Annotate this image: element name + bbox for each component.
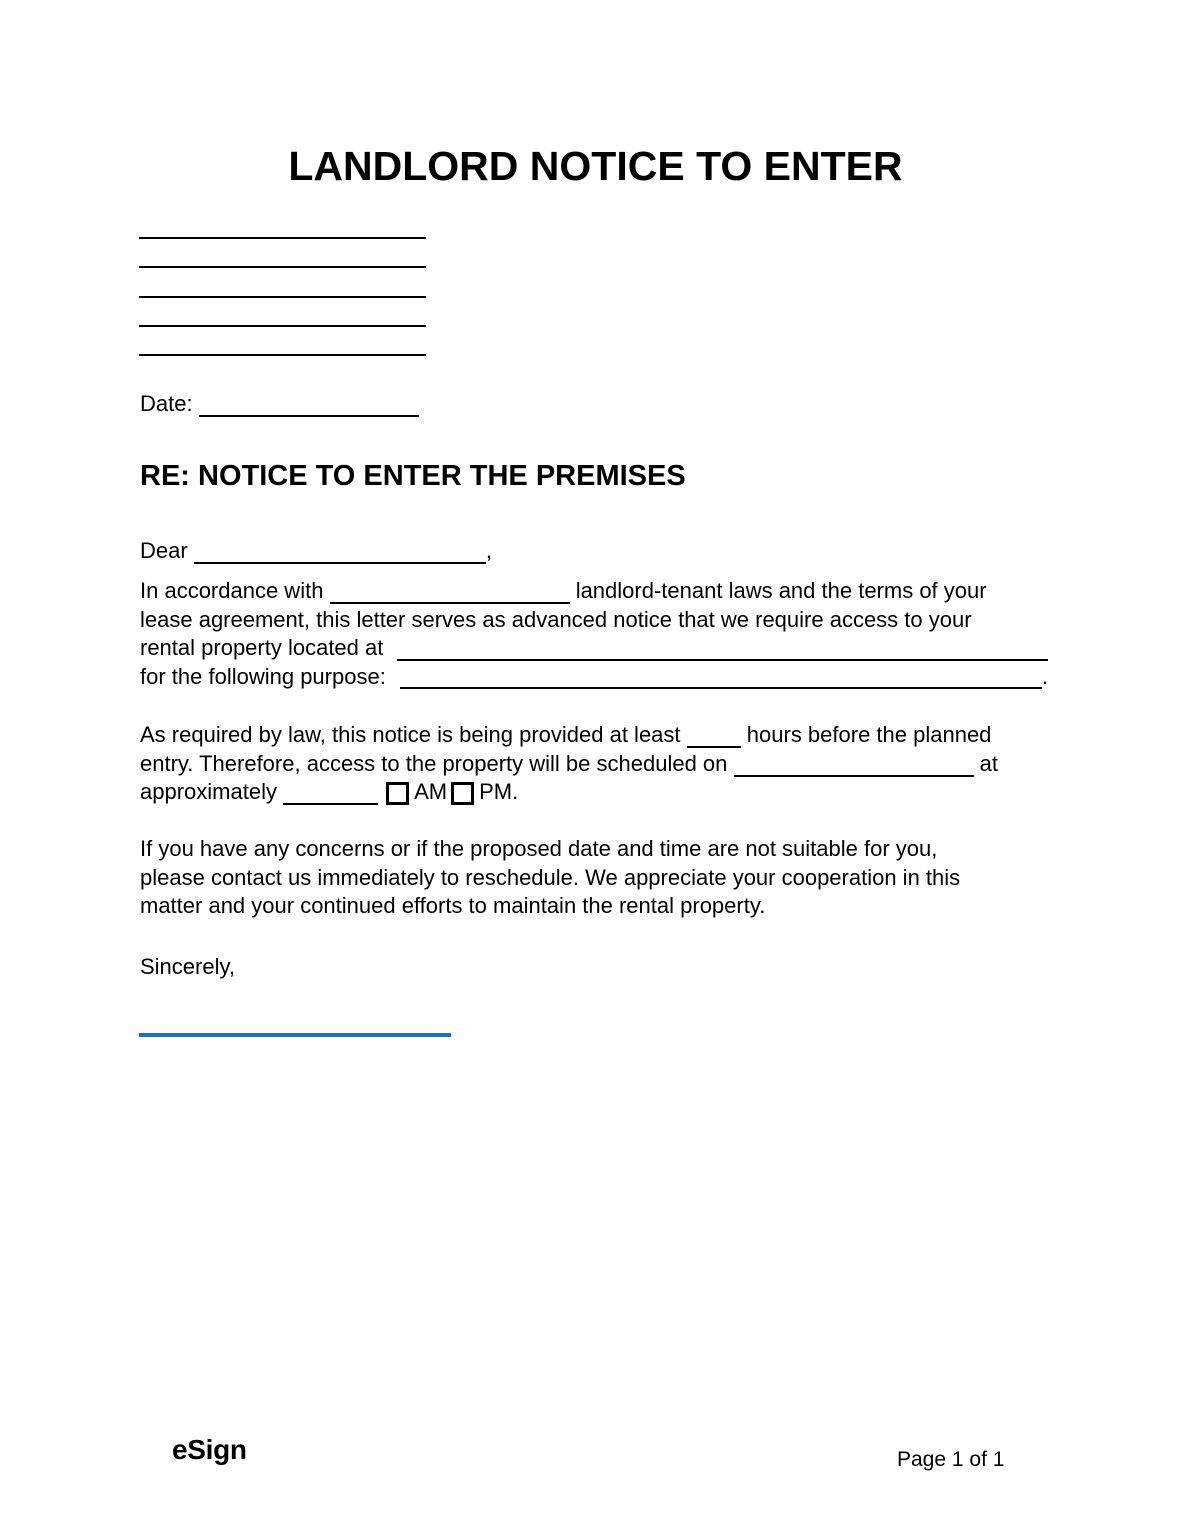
pm-checkbox[interactable] (451, 782, 474, 805)
p3-line-2: please contact us immediately to reschedule. We appreciate your cooperation in this (140, 864, 961, 890)
date-blank[interactable] (199, 393, 419, 417)
p1-line-1 (140, 577, 1048, 606)
closing-line: Sincerely, (140, 954, 235, 979)
address-blank-line[interactable] (139, 268, 426, 297)
p3-line-3: matter and your continued efforts to maintain the rental property. (140, 893, 766, 919)
p2-line2-text-after: at (979, 750, 999, 776)
p2-line1-text-after: hours before the planned (746, 722, 992, 747)
paragraph-1 (140, 577, 1048, 691)
date-label: Date: (140, 391, 193, 416)
date-row (140, 390, 419, 419)
p2-line-3 (140, 778, 1048, 807)
salutation-row (140, 537, 492, 566)
subject-line: RE: NOTICE TO ENTER THE PREMISES (140, 460, 686, 492)
address-block (139, 210, 426, 356)
address-blank-line[interactable] (139, 327, 426, 356)
paragraph-3 (140, 835, 1048, 921)
property-address-blank[interactable] (397, 659, 1048, 661)
p2-period: . (512, 779, 519, 805)
access-date-blank[interactable] (734, 753, 974, 777)
p2-line1-text-before: As required by law, this notice is being provided at least (140, 722, 681, 747)
p1-line3-text: rental property located at (140, 635, 384, 661)
purpose-blank[interactable] (400, 687, 1042, 689)
p1-line4-text: for the following purpose: (140, 663, 386, 689)
p1-line-3 (140, 634, 1048, 663)
salutation-label: Dear (140, 538, 188, 563)
paragraph-2 (140, 721, 1048, 807)
p2-line-1 (140, 721, 1048, 750)
p3-line-1: If you have any concerns or if the proposed date and time are not suitable for you, (140, 836, 938, 861)
p1-line-2: lease agreement, this letter serves as advanced notice that we require access to your (140, 606, 972, 632)
address-blank-line[interactable] (139, 298, 426, 327)
recipient-name-blank[interactable] (194, 540, 486, 564)
state-blank[interactable] (330, 580, 570, 604)
p1-period: . (1041, 663, 1048, 689)
p1-line1-text-before: In accordance with (140, 578, 324, 603)
signature-line[interactable] (139, 1033, 451, 1037)
p2-line2-text-before: entry. Therefore, access to the property will be scheduled on (140, 750, 728, 776)
footer-brand-logo: eSign (172, 1434, 247, 1465)
p2-line3-text: approximately (140, 779, 277, 805)
pm-label: PM (479, 779, 513, 805)
am-label: AM (414, 779, 448, 805)
p1-line-4 (140, 663, 1048, 692)
p1-line1-text-after: landlord-tenant laws and the terms of your (575, 578, 987, 603)
salutation-comma: , (485, 538, 492, 563)
hours-blank[interactable] (687, 724, 741, 748)
address-blank-line[interactable] (139, 239, 426, 268)
footer-page-number: Page 1 of 1 (897, 1448, 1005, 1471)
p2-line-2 (140, 750, 1048, 779)
time-blank[interactable] (283, 781, 378, 805)
address-blank-line[interactable] (139, 210, 426, 239)
am-checkbox[interactable] (386, 782, 409, 805)
letter-title: LANDLORD NOTICE TO ENTER (288, 143, 903, 189)
